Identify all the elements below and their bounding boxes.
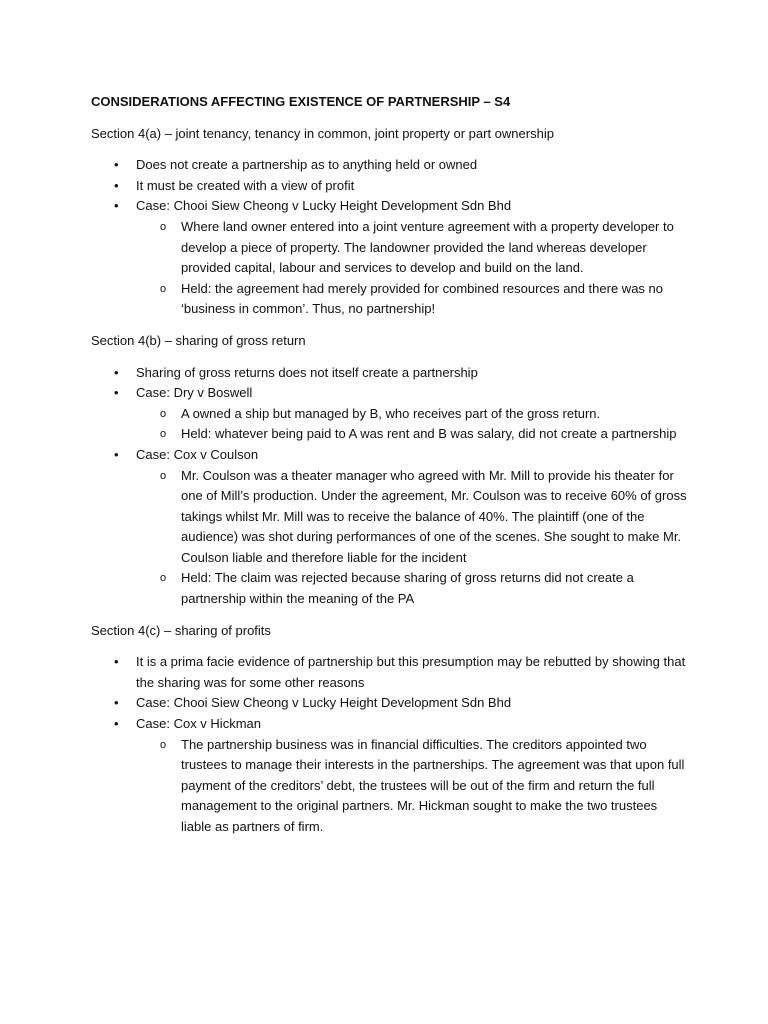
sub-list-item <box>136 217 691 279</box>
bullet-icon: • <box>114 695 119 711</box>
bullet-icon: • <box>114 385 119 401</box>
bullet-icon: • <box>114 716 119 732</box>
bullet-icon: • <box>114 177 119 193</box>
list-item-text: Case: Chooi Siew Cheong v Lucky Height Development Sdn Bhd <box>136 198 512 214</box>
sub-list-item <box>136 424 691 445</box>
circle-bullet-icon: o <box>160 282 167 295</box>
sub-list-item <box>136 279 691 320</box>
list-item-text: Case: Chooi Siew Cheong v Lucky Height Development Sdn Bhd <box>136 695 512 711</box>
sub-bullet-list <box>136 217 691 320</box>
circle-bullet-icon: o <box>160 469 167 482</box>
sub-list-item-text: Where land owner entered into a joint venture agreement with a property developer to develop a piece of property. The landowner provided the land whereas developer provided capital, labour and services to develop and build on the land. <box>181 218 674 276</box>
bullet-icon: • <box>114 157 119 173</box>
bullet-icon: • <box>114 446 119 462</box>
sub-bullet-list <box>136 735 691 838</box>
sub-bullet-list <box>136 404 691 445</box>
list-item <box>91 445 691 610</box>
page-title: CONSIDERATIONS AFFECTING EXISTENCE OF PARTNERSHIP – S4 <box>91 94 511 109</box>
list-item-text: Case: Dry v Boswell <box>136 385 253 401</box>
sub-list-item-text: Mr. Coulson was a theater manager who agreed with Mr. Mill to provide his theater for one of Mill’s production. Under the agreement, Mr. Coulson was to receive 60% of gross takings whilst Mr. Mill was to receive the balance of 40%. The plaintiff (one of the audience) was shot during performances of one of the scenes. She sought to make Mr. Coulson liable and therefore liable for the incident <box>181 467 687 565</box>
sub-list-item-text: Held: the agreement had merely provided for combined resources and there was no ‘business in common’. Thus, no partnership! <box>181 280 663 317</box>
sub-list-item-text: Held: whatever being paid to A was rent and B was salary, did not create a partnership <box>181 426 677 442</box>
section-title: Section 4(b) – sharing of gross return <box>91 332 306 348</box>
list-item-text: It must be created with a view of profit <box>136 177 355 193</box>
sub-bullet-list <box>136 466 691 610</box>
bullet-list <box>91 652 691 837</box>
sub-list-item <box>136 466 691 569</box>
circle-bullet-icon: o <box>160 428 167 441</box>
list-item <box>91 363 691 384</box>
sub-list-item-text: A owned a ship but managed by B, who receives part of the gross return. <box>181 405 601 421</box>
circle-bullet-icon: o <box>160 407 167 420</box>
bullet-icon: • <box>114 198 119 214</box>
section-title: Section 4(c) – sharing of profits <box>91 622 271 638</box>
bullet-icon: • <box>114 654 119 670</box>
bullet-list <box>91 155 691 320</box>
bullet-icon: • <box>114 364 119 380</box>
list-item <box>91 196 691 320</box>
sub-list-item-text: The partnership business was in financial difficulties. The creditors appointed two trustees to manage their interests in the partnerships. The agreement was that upon full payment of the creditors’ debt, the trustees will be out of the firm and return the full management to the original partners. Mr. Hickman sought to make the two trustees liable as partners of firm. <box>181 736 685 834</box>
list-item <box>91 652 691 693</box>
section-title: Section 4(a) – joint tenancy, tenancy in common, joint property or part ownership <box>91 125 554 141</box>
list-item-text: Case: Cox v Coulson <box>136 446 259 462</box>
sub-list-item-text: Held: The claim was rejected because sharing of gross returns did not create a partnership within the meaning of the PA <box>181 570 634 607</box>
sub-list-item <box>136 568 691 609</box>
list-item <box>91 714 691 838</box>
list-item <box>91 155 691 176</box>
circle-bullet-icon: o <box>160 572 167 585</box>
document-page <box>91 92 691 849</box>
list-item <box>91 693 691 714</box>
list-item-text: Sharing of gross returns does not itself create a partnership <box>136 364 478 380</box>
list-item <box>91 176 691 197</box>
bullet-list <box>91 363 691 610</box>
circle-bullet-icon: o <box>160 220 167 233</box>
circle-bullet-icon: o <box>160 738 167 751</box>
sub-list-item <box>136 735 691 838</box>
list-item-text: Case: Cox v Hickman <box>136 716 261 732</box>
document-body <box>91 124 691 838</box>
list-item-text: It is a prima facie evidence of partnership but this presumption may be rebutted by showing that the sharing was for some other reasons <box>136 654 686 690</box>
list-item-text: Does not create a partnership as to anything held or owned <box>136 157 478 173</box>
list-item <box>91 383 691 445</box>
sub-list-item <box>136 404 691 425</box>
